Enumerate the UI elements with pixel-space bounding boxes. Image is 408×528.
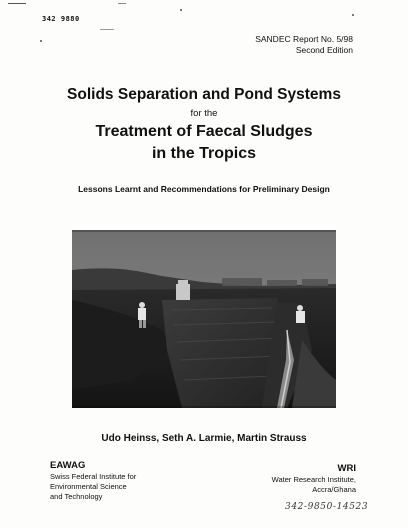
institution-left-line3: and Technology: [50, 492, 103, 501]
scan-mark: [118, 3, 126, 4]
subtitle: Lessons Learnt and Recommendations for Preliminary Design: [78, 184, 330, 194]
report-info: [203, 34, 353, 56]
institution-right-line2: Accra/Ghana: [312, 485, 356, 494]
scan-mark: [8, 3, 26, 4]
scan-speck: [40, 40, 42, 42]
institution-left-line2: Environmental Science: [50, 482, 127, 491]
title-line-4: in the Tropics: [151, 145, 256, 162]
institution-left-abbr: EAWAG: [50, 460, 86, 471]
authors: Udo Heinss, Seth A. Larmie, Martin Strauss: [101, 433, 307, 444]
scan-speck: [352, 14, 354, 16]
institution-left: [50, 460, 136, 502]
institution-right-abbr: WRI: [337, 463, 356, 474]
report-number: SANDEC Report No. 5/98: [255, 34, 353, 44]
title-line-1: Solids Separation and Pond Systems: [67, 86, 341, 103]
sludge-pond-photo: [72, 230, 336, 408]
institution-right-line1: Water Research Institute,: [271, 475, 356, 484]
title-line-3: Treatment of Faecal Sludges: [95, 123, 313, 140]
institution-left-line1: Swiss Federal Institute for: [50, 472, 137, 481]
scan-speck: [180, 9, 182, 11]
scan-mark: [100, 29, 114, 30]
title-line-2: for the: [190, 108, 218, 119]
institution-right: [272, 463, 356, 495]
catalog-number: 342 9880: [42, 15, 80, 23]
handwritten-note: 342-9850-14523: [285, 502, 369, 512]
report-edition: Second Edition: [295, 45, 353, 55]
